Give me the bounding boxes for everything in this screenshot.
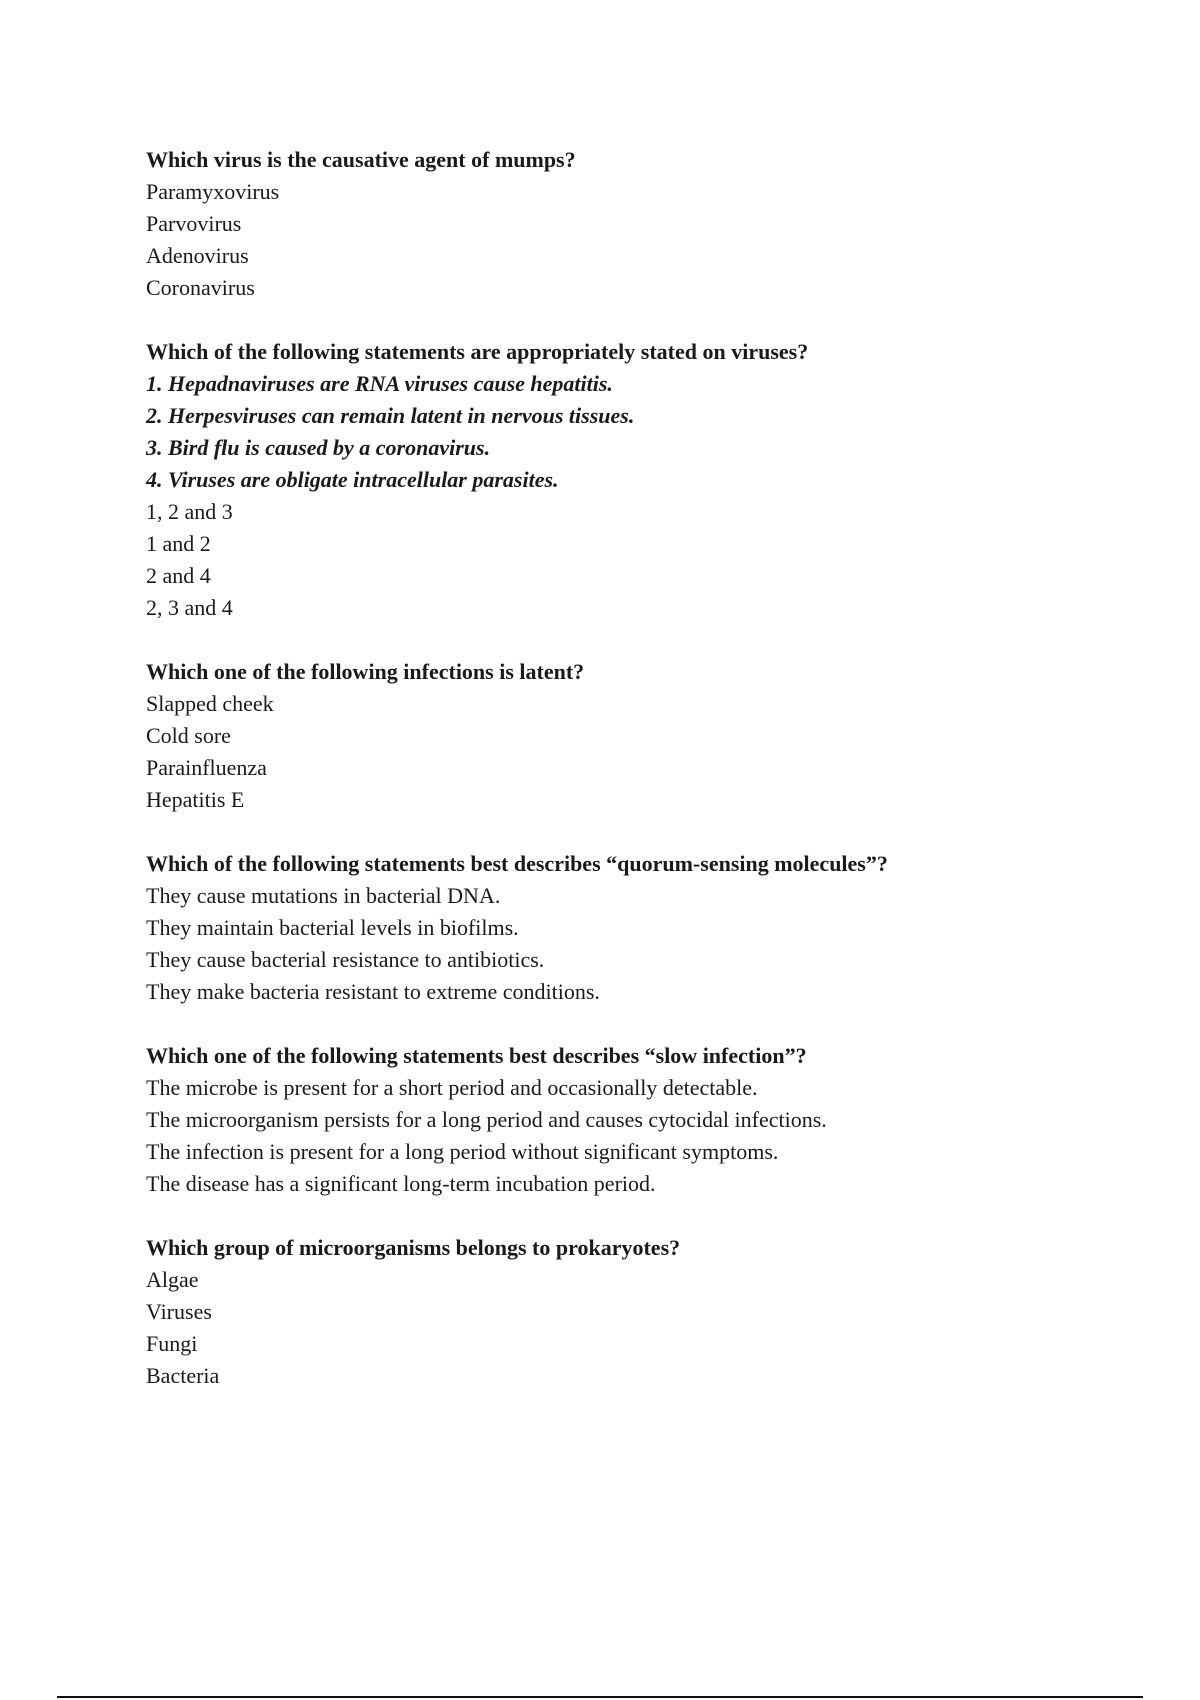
answer-option: They cause mutations in bacterial DNA. xyxy=(146,883,501,908)
footer-divider xyxy=(57,1696,1143,1698)
answer-option: The microbe is present for a short period and occasionally detectable. xyxy=(146,1075,758,1100)
numbered-statement: 4. Viruses are obligate intracellular parasites. xyxy=(146,467,559,492)
answer-option: Paramyxovirus xyxy=(146,179,280,204)
answer-option: Cold sore xyxy=(146,723,231,748)
answer-option: They cause bacterial resistance to antibiotics. xyxy=(146,947,545,972)
answer-option: The disease has a significant long-term incubation period. xyxy=(146,1171,656,1196)
question-4 xyxy=(146,848,1146,1008)
answer-option: 2, 3 and 4 xyxy=(146,595,233,620)
answer-option: Parainfluenza xyxy=(146,755,267,780)
answer-option: Fungi xyxy=(146,1331,198,1356)
answer-option: 2 and 4 xyxy=(146,563,211,588)
question-title: Which group of microorganisms belongs to prokaryotes? xyxy=(146,1235,681,1260)
answer-option: The infection is present for a long period without significant symptoms. xyxy=(146,1139,779,1164)
answer-option: Parvovirus xyxy=(146,211,242,236)
document-page xyxy=(146,144,1146,1424)
question-1 xyxy=(146,144,1146,304)
answer-option: 1, 2 and 3 xyxy=(146,499,233,524)
answer-option: They maintain bacterial levels in biofilms. xyxy=(146,915,519,940)
numbered-statement: 2. Herpesviruses can remain latent in nervous tissues. xyxy=(146,403,635,428)
answer-option: 1 and 2 xyxy=(146,531,211,556)
question-2 xyxy=(146,336,1146,624)
numbered-statement: 1. Hepadnaviruses are RNA viruses cause hepatitis. xyxy=(146,371,613,396)
question-title: Which of the following statements are appropriately stated on viruses? xyxy=(146,339,809,364)
answer-option: Viruses xyxy=(146,1299,212,1324)
answer-option: Bacteria xyxy=(146,1363,220,1388)
answer-option: Algae xyxy=(146,1267,199,1292)
question-title: Which of the following statements best describes “quorum-sensing molecules”? xyxy=(146,851,888,876)
answer-option: They make bacteria resistant to extreme conditions. xyxy=(146,979,600,1004)
answer-option: The microorganism persists for a long period and causes cytocidal infections. xyxy=(146,1107,827,1132)
question-6 xyxy=(146,1232,1146,1392)
question-5 xyxy=(146,1040,1146,1200)
question-title: Which virus is the causative agent of mumps? xyxy=(146,147,576,172)
answer-option: Coronavirus xyxy=(146,275,255,300)
question-title: Which one of the following statements best describes “slow infection”? xyxy=(146,1043,807,1068)
numbered-statement: 3. Bird flu is caused by a coronavirus. xyxy=(146,435,491,460)
answer-option: Hepatitis E xyxy=(146,787,245,812)
question-3 xyxy=(146,656,1146,816)
answer-option: Adenovirus xyxy=(146,243,249,268)
answer-option: Slapped cheek xyxy=(146,691,274,716)
question-title: Which one of the following infections is latent? xyxy=(146,659,585,684)
